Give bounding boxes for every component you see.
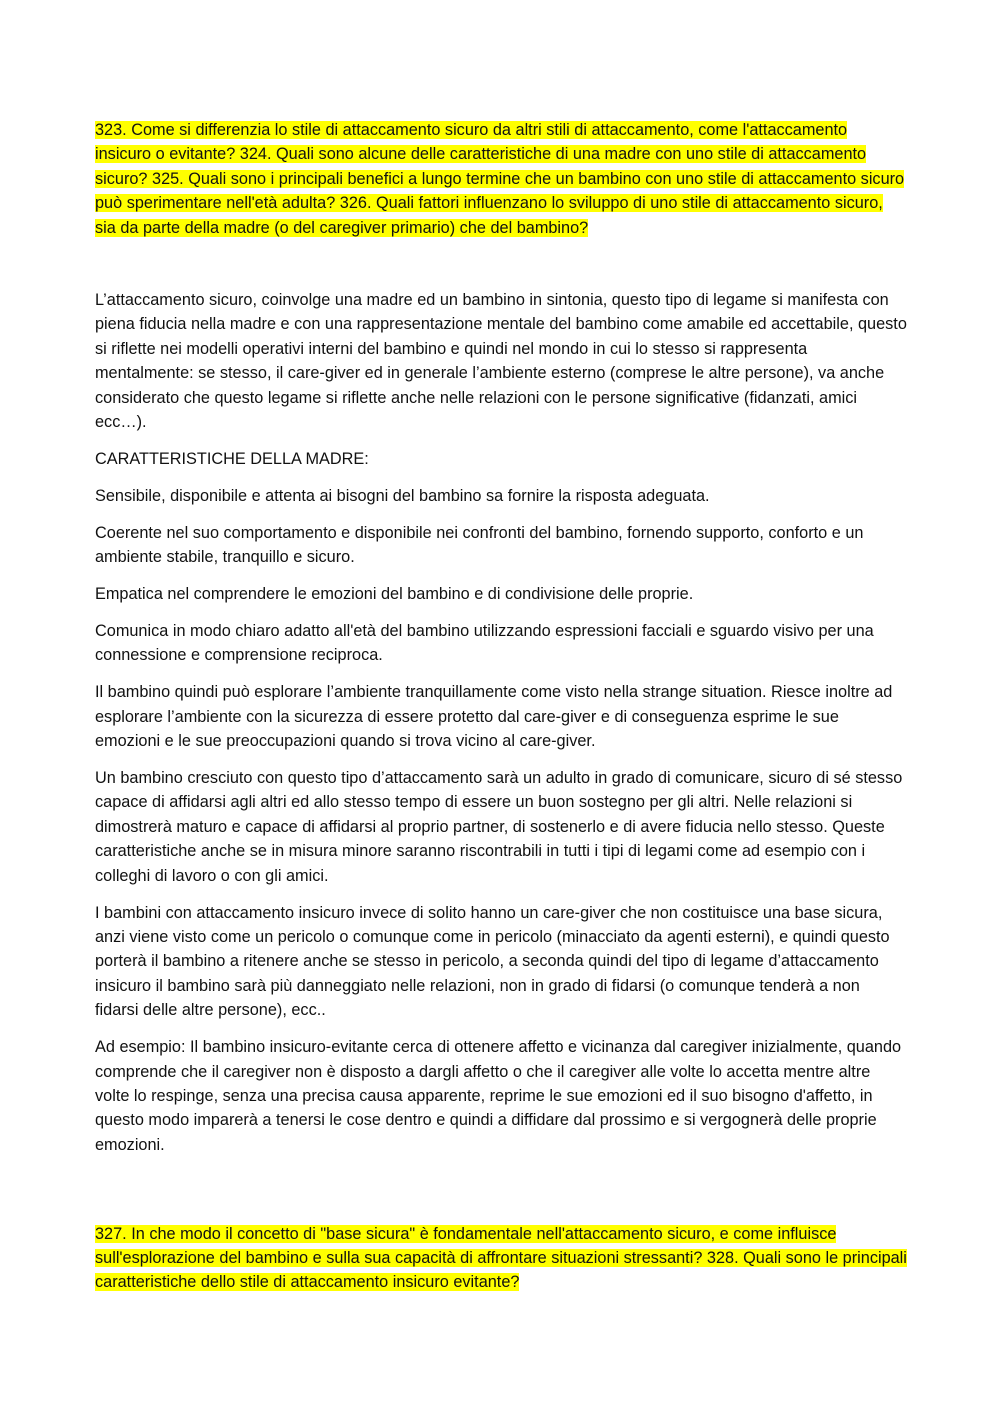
highlighted-text: 327. In che modo il concetto di "base sicura" è fondamentale nell'attaccamento sicuro, e come influisce sull'esplorazione del bambino e sulla sua capacità di affrontare situazioni stressanti? 328. Quali sono le principali caratteristiche dello stile di attaccamento insicuro evitante? bbox=[95, 1224, 907, 1292]
paragraph-exploration: Il bambino quindi può esplorare l’ambiente tranquillamente come visto nella strange situation. Riesce inoltre ad esplorare l’ambiente con la sicurezza di essere protetto dal care-giver e di conseguenza esprime le sue emozioni e le sue preoccupazioni quando si trova vicino al care-giver. bbox=[95, 683, 893, 751]
heading-mother-characteristics: CARATTERISTICHE DELLA MADRE: bbox=[95, 449, 369, 468]
paragraph-coherent: Coerente nel suo comportamento e disponibile nei confronti del bambino, fornendo supporto, conforto e un ambiente stabile, tranquillo e sicuro. bbox=[95, 523, 864, 567]
highlighted-questions-1 bbox=[95, 118, 907, 240]
paragraph-empathic: Empatica nel comprendere le emozioni del bambino e di condivisione delle proprie. bbox=[95, 585, 694, 604]
highlighted-questions-2 bbox=[95, 1222, 907, 1295]
highlighted-text: 323. Come si differenzia lo stile di attaccamento sicuro da altri stili di attaccamento, come l'attaccamento insicuro o evitante? 324. Quali sono alcune delle caratteristiche di una madre con uno stile di attaccamento sicuro? 325. Quali sono i principali benefici a lungo termine che un bambino con uno stile di attaccamento sicuro può sperimentare nell'età adulta? 326. Quali fattori influenzano lo sviluppo di uno stile di attaccamento sicuro, sia da parte della madre (o del caregiver primario) che del bambino? bbox=[95, 121, 905, 237]
spacer bbox=[95, 240, 907, 288]
paragraph-adult-outcome: Un bambino cresciuto con questo tipo d’attaccamento sarà un adulto in grado di comunicare, sicuro di sé stesso capace di affidarsi agli altri ed allo stesso tempo di essere un buon sostegno per gli altri. Nelle relazioni si dimostrerà maturo e capace di affidarsi al proprio partner, di sostenerlo e di avere fiducia nello stesso. Queste caratteristiche anche se in misura minore saranno riscontrabili in tutti i tipi di legami come ad esempio con i colleghi di lavoro o con gli amici. bbox=[95, 769, 903, 885]
paragraph-secure-attachment: L’attaccamento sicuro, coinvolge una madre ed un bambino in sintonia, questo tipo di legame si manifesta con piena fiducia nella madre e con una rappresentazione mentale del bambino come amabile ed accettabile, questo si riflette nei modelli operativi interni del bambino e quindi nel mondo in cui lo stesso si rappresenta mentalmente: se stesso, il care-giver ed in generale l’ambiente esterno (comprese le altre persone), va anche considerato che questo legame si riflette anche nelle relazioni con le persone significative (fidanzati, amici ecc…). bbox=[95, 291, 907, 432]
paragraph-avoidant-example: Ad esempio: Il bambino insicuro-evitante cerca di ottenere affetto e vicinanza dal caregiver inizialmente, quando comprende che il caregiver non è disposto a dargli affetto o che il caregiver alle volte lo accetta mentre altre volte lo respinge, senza una precisa causa apparente, reprime le sue emozioni ed il suo bisogno d'affetto, in questo modo imparerà a tenersi le cose dentro e quindi a diffidare dal prossimo e si vergognerà delle proprie emozioni. bbox=[95, 1038, 902, 1154]
document-body bbox=[95, 118, 907, 1295]
paragraph-sensitive: Sensibile, disponibile e attenta ai bisogni del bambino sa fornire la risposta adeguata. bbox=[95, 486, 710, 505]
paragraph-communicates: Comunica in modo chiaro adatto all'età del bambino utilizzando espressioni facciali e sguardo visivo per una connessione e comprensione reciproca. bbox=[95, 622, 874, 665]
spacer bbox=[95, 1170, 907, 1222]
paragraph-insecure: I bambini con attaccamento insicuro invece di solito hanno un care-giver che non costituisce una base sicura, anzi viene visto come un pericolo o comunque come in pericolo (minacciato da agenti esterni), e quindi questo porterà il bambino a ritenere anche se stesso in pericolo, a seconda quindi del tipo di legame d’attaccamento insicuro il bambino sarà più danneggiato nelle relazioni, non in grado di fidarsi (o comunque tenderà a non fidarsi delle altre persone), ecc.. bbox=[95, 903, 890, 1020]
